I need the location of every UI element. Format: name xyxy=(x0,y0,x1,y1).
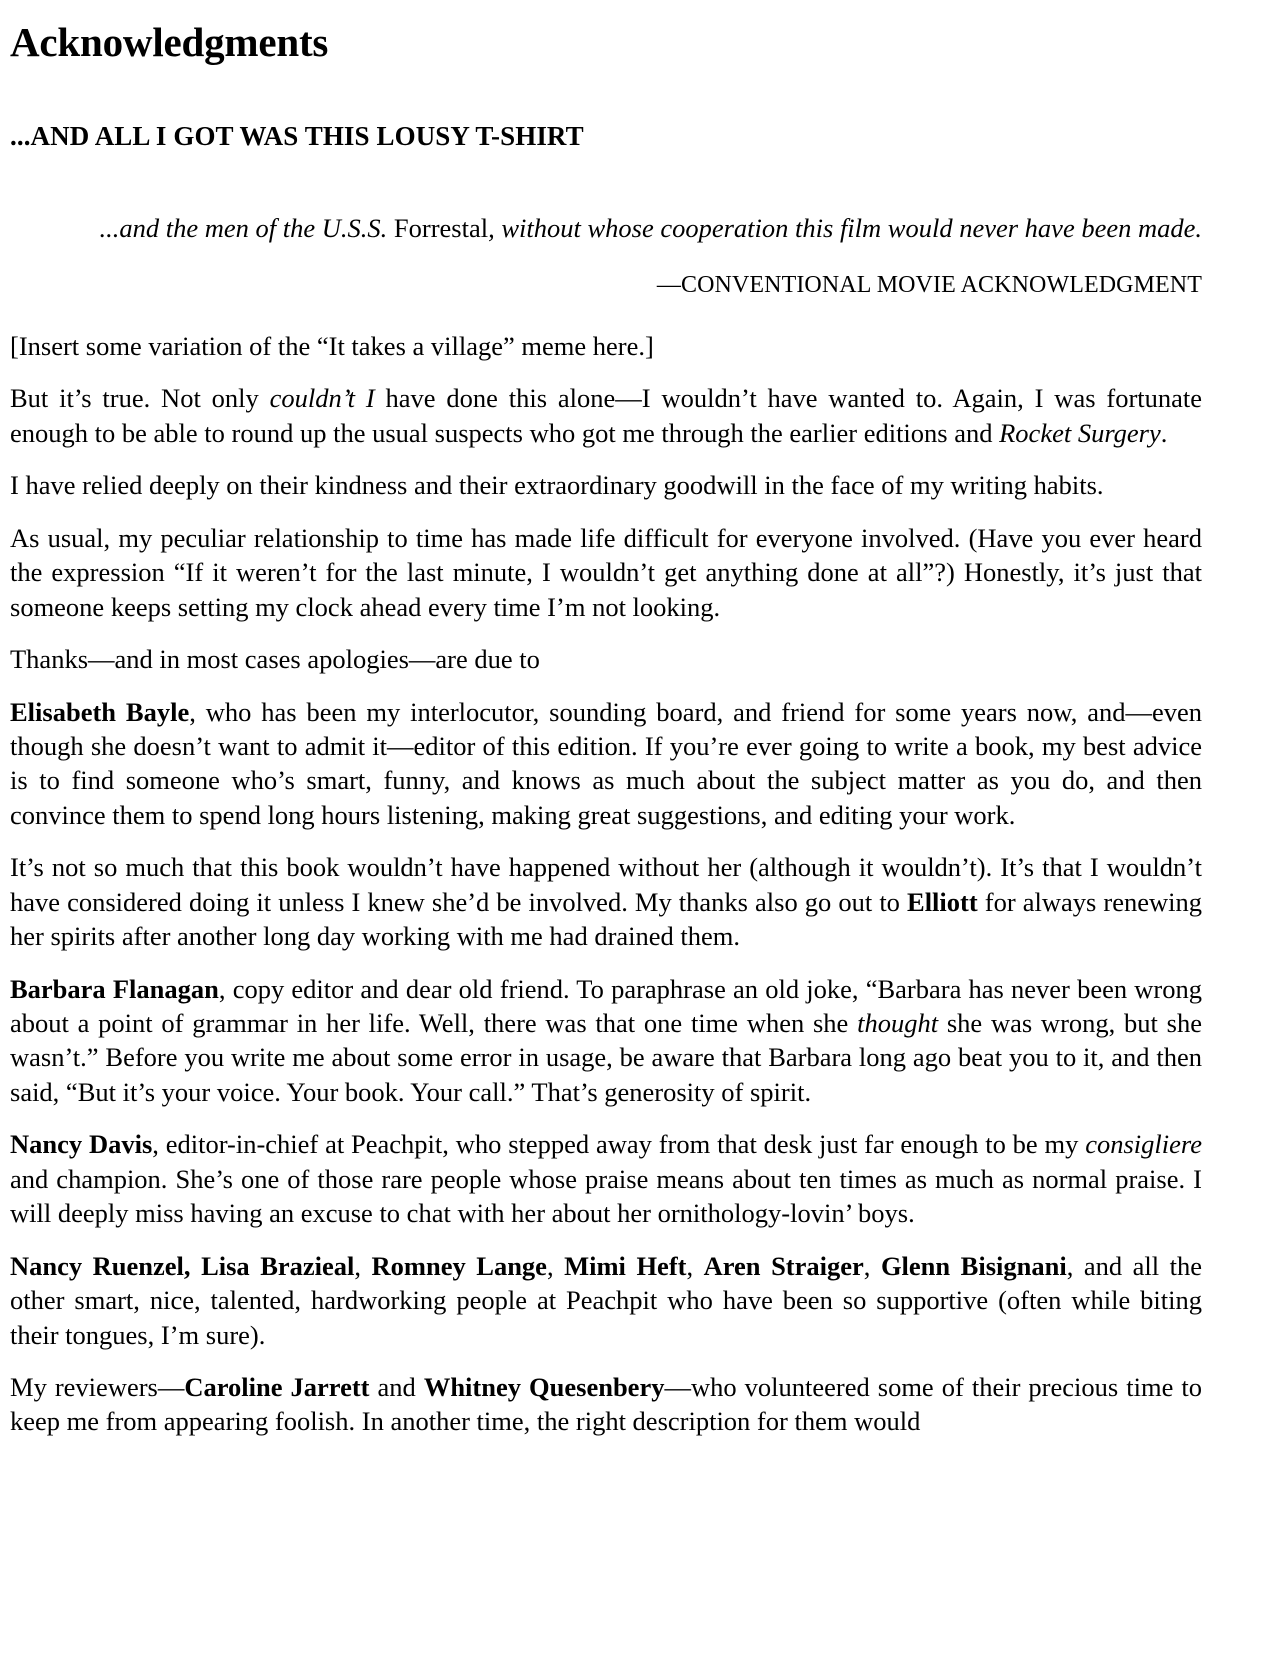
bold-run: Nancy Davis xyxy=(10,1129,153,1160)
text-run: for always renewing her spirits after another long day working with me had drained them. xyxy=(10,886,1202,952)
text-run: and xyxy=(369,1371,424,1402)
text-run: , editor-in-chief at Peachpit, who stepped away from that desk just far enough to be my xyxy=(152,1129,1086,1160)
bold-run: Whitney Quesenbery xyxy=(423,1371,665,1402)
text-run: My reviewers— xyxy=(10,1371,185,1402)
page-title: Acknowledgments xyxy=(10,19,329,65)
italic-run: couldn’t I xyxy=(269,383,375,414)
epigraph-part-3: , without whose cooperation this film would never have been made. xyxy=(488,213,1202,244)
epigraph-attribution: —CONVENTIONAL MOVIE ACKNOWLEDGMENT xyxy=(656,272,1202,299)
text-run: and champion. She’s one of those rare people whose praise means about ten times as much as normal praise. I will deeply miss having an excuse to chat with her about her ornithology-lovin’ boys. xyxy=(10,1163,1202,1229)
bold-run: Aren Straiger xyxy=(703,1250,864,1281)
paragraph xyxy=(10,972,1202,1110)
paragraph xyxy=(10,521,1202,624)
paragraph xyxy=(10,329,1202,363)
paragraph xyxy=(10,695,1202,833)
bold-run: Mimi Heft xyxy=(564,1250,687,1281)
epigraph-part-2: Forrestal xyxy=(387,213,489,244)
paragraph xyxy=(10,381,1202,450)
paragraph xyxy=(10,642,1202,676)
text-run: , xyxy=(546,1250,565,1281)
text-run: —who volunteered some of their precious time to keep me from appearing foolish. In another time, the right description for them would xyxy=(10,1371,1202,1437)
bold-run: Nancy Ruenzel, Lisa Brazieal xyxy=(10,1250,355,1281)
bold-run: Romney Lange xyxy=(371,1250,547,1281)
bold-run: Elliott xyxy=(907,886,978,917)
text-run: As usual, my peculiar relationship to time has made life difficult for everyone involved. (Have you ever heard the expression “If it weren’t for the last minute, I wouldn’t get anything done at all”?) Honestly, it’s just that someone keeps setting my clock ahead every time I’m not looking. xyxy=(10,522,1202,622)
body-text-container xyxy=(10,329,1202,1439)
paragraph xyxy=(10,1370,1202,1439)
text-run: I have relied deeply on their kindness and their extraordinary goodwill in the face of my writing habits. xyxy=(10,470,1104,501)
bold-run: Glenn Bisignani xyxy=(880,1250,1067,1281)
paragraph xyxy=(10,468,1202,502)
text-run: have done this alone—I wouldn’t have wanted to. Again, I was fortunate enough to be able to round up the usual suspects who got me through the earlier editions and xyxy=(10,383,1203,448)
text-run: Thanks—and in most cases apologies—are due to xyxy=(10,644,540,675)
paragraph xyxy=(10,1127,1202,1230)
paragraph xyxy=(10,850,1202,953)
text-run: It’s not so much that this book wouldn’t have happened without her (although it wouldn’t). It’s that I wouldn’t have considered doing it unless I knew she’d be involved. My thanks also go out to xyxy=(10,852,1202,917)
bold-run: Elisabeth Bayle xyxy=(10,696,190,727)
text-run: , copy editor and dear old friend. To paraphrase an old joke, “Barbara has never been wrong about a point of grammar in her life. Well, there was that one time when she xyxy=(10,973,1202,1039)
text-run: , and all the other smart, nice, talented, hardworking people at Peachpit who have been so supportive (often while biting their tongues, I’m sure). xyxy=(10,1250,1203,1350)
italic-run: Rocket Surgery xyxy=(999,417,1161,448)
paragraph xyxy=(10,1249,1202,1352)
text-run: , xyxy=(863,1250,881,1281)
text-run: , xyxy=(354,1250,372,1281)
italic-run: consigliere xyxy=(1085,1129,1202,1160)
bold-run: Barbara Flanagan xyxy=(10,973,219,1004)
section-heading: ...AND ALL I GOT WAS THIS LOUSY T-SHIRT xyxy=(10,121,584,152)
bold-run: Caroline Jarrett xyxy=(184,1371,370,1402)
italic-run: thought xyxy=(857,1008,939,1039)
text-run: , xyxy=(686,1250,704,1281)
epigraph-quote xyxy=(34,212,1202,246)
text-run: , who has been my interlocutor, sounding board, and friend for some years now, and—even though she doesn’t want to admit it—editor of this edition. If you’re ever going to write a book, my best advice is to find someone who’s smart, funny, and knows as much about the subject matter as you do, and then convince them to spend long hours listening, making great suggestions, and editing your work. xyxy=(10,696,1202,830)
epigraph-part-1: ...and the men of the U.S.S. xyxy=(99,213,388,244)
text-run: But it’s true. Not only xyxy=(10,383,270,414)
text-run: [Insert some variation of the “It takes a village” meme here.] xyxy=(10,331,654,362)
text-run: she was wrong, but she wasn’t.” Before you write me about some error in usage, be aware that Barbara long ago beat you to it, and then said, “But it’s your voice. Your book. Your call.” That’s generosity of spirit. xyxy=(10,1008,1202,1107)
text-run: . xyxy=(1160,417,1168,448)
